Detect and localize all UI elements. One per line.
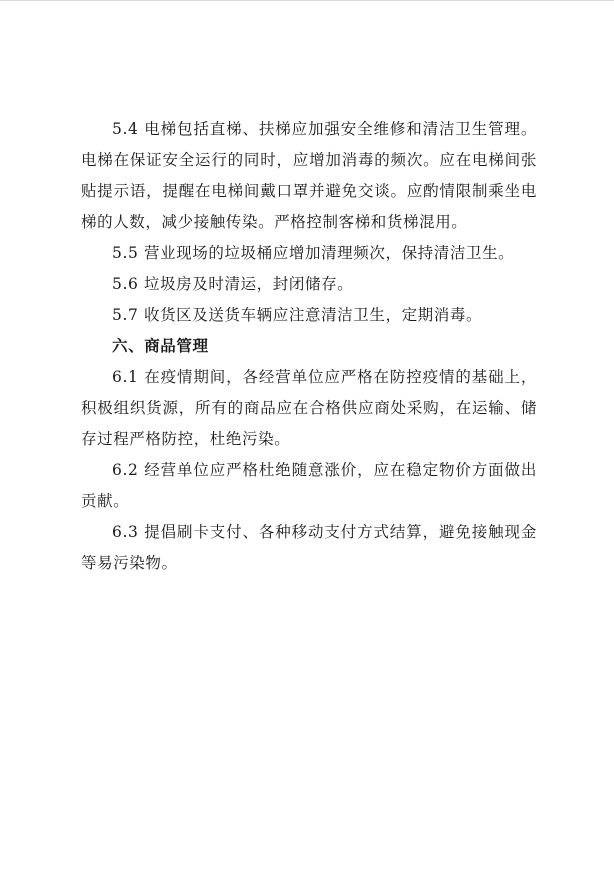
paragraph-5-4: 5.4 电梯包括直梯、扶梯应加强安全维修和清洁卫生管理。电梯在保证安全运行的同时，应增加消毒的频次。应在电梯间张贴提示语，提醒在电梯间戴口罩并避免交谈。应酌情限制乘坐电梯的人数，减少接触传染。严格控制客梯和货梯混用。 xyxy=(81,120,537,231)
section-heading-goods-management: 六、商品管理 xyxy=(112,337,209,355)
paragraph-6-2: 6.2 经营单位应严格杜绝随意涨价，应在稳定物价方面做出贡献。 xyxy=(81,461,537,510)
paragraph-5-6: 5.6 垃圾房及时清运，封闭储存。 xyxy=(112,275,354,293)
document-body xyxy=(81,114,537,579)
paragraph-6-3: 6.3 提倡刷卡支付、各种移动支付方式结算，避免接触现金等易污染物。 xyxy=(81,523,537,572)
paragraph-5-7: 5.7 收货区及送货车辆应注意清洁卫生，定期消毒。 xyxy=(112,306,483,324)
paragraph-5-5: 5.5 营业现场的垃圾桶应增加清理频次，保持清洁卫生。 xyxy=(112,244,515,262)
paragraph-6-1: 6.1 在疫情期间，各经营单位应严格在防控疫情的基础上，积极组织货源，所有的商品应在合格供应商处采购，在运输、储存过程严格防控，杜绝污染。 xyxy=(81,368,537,448)
